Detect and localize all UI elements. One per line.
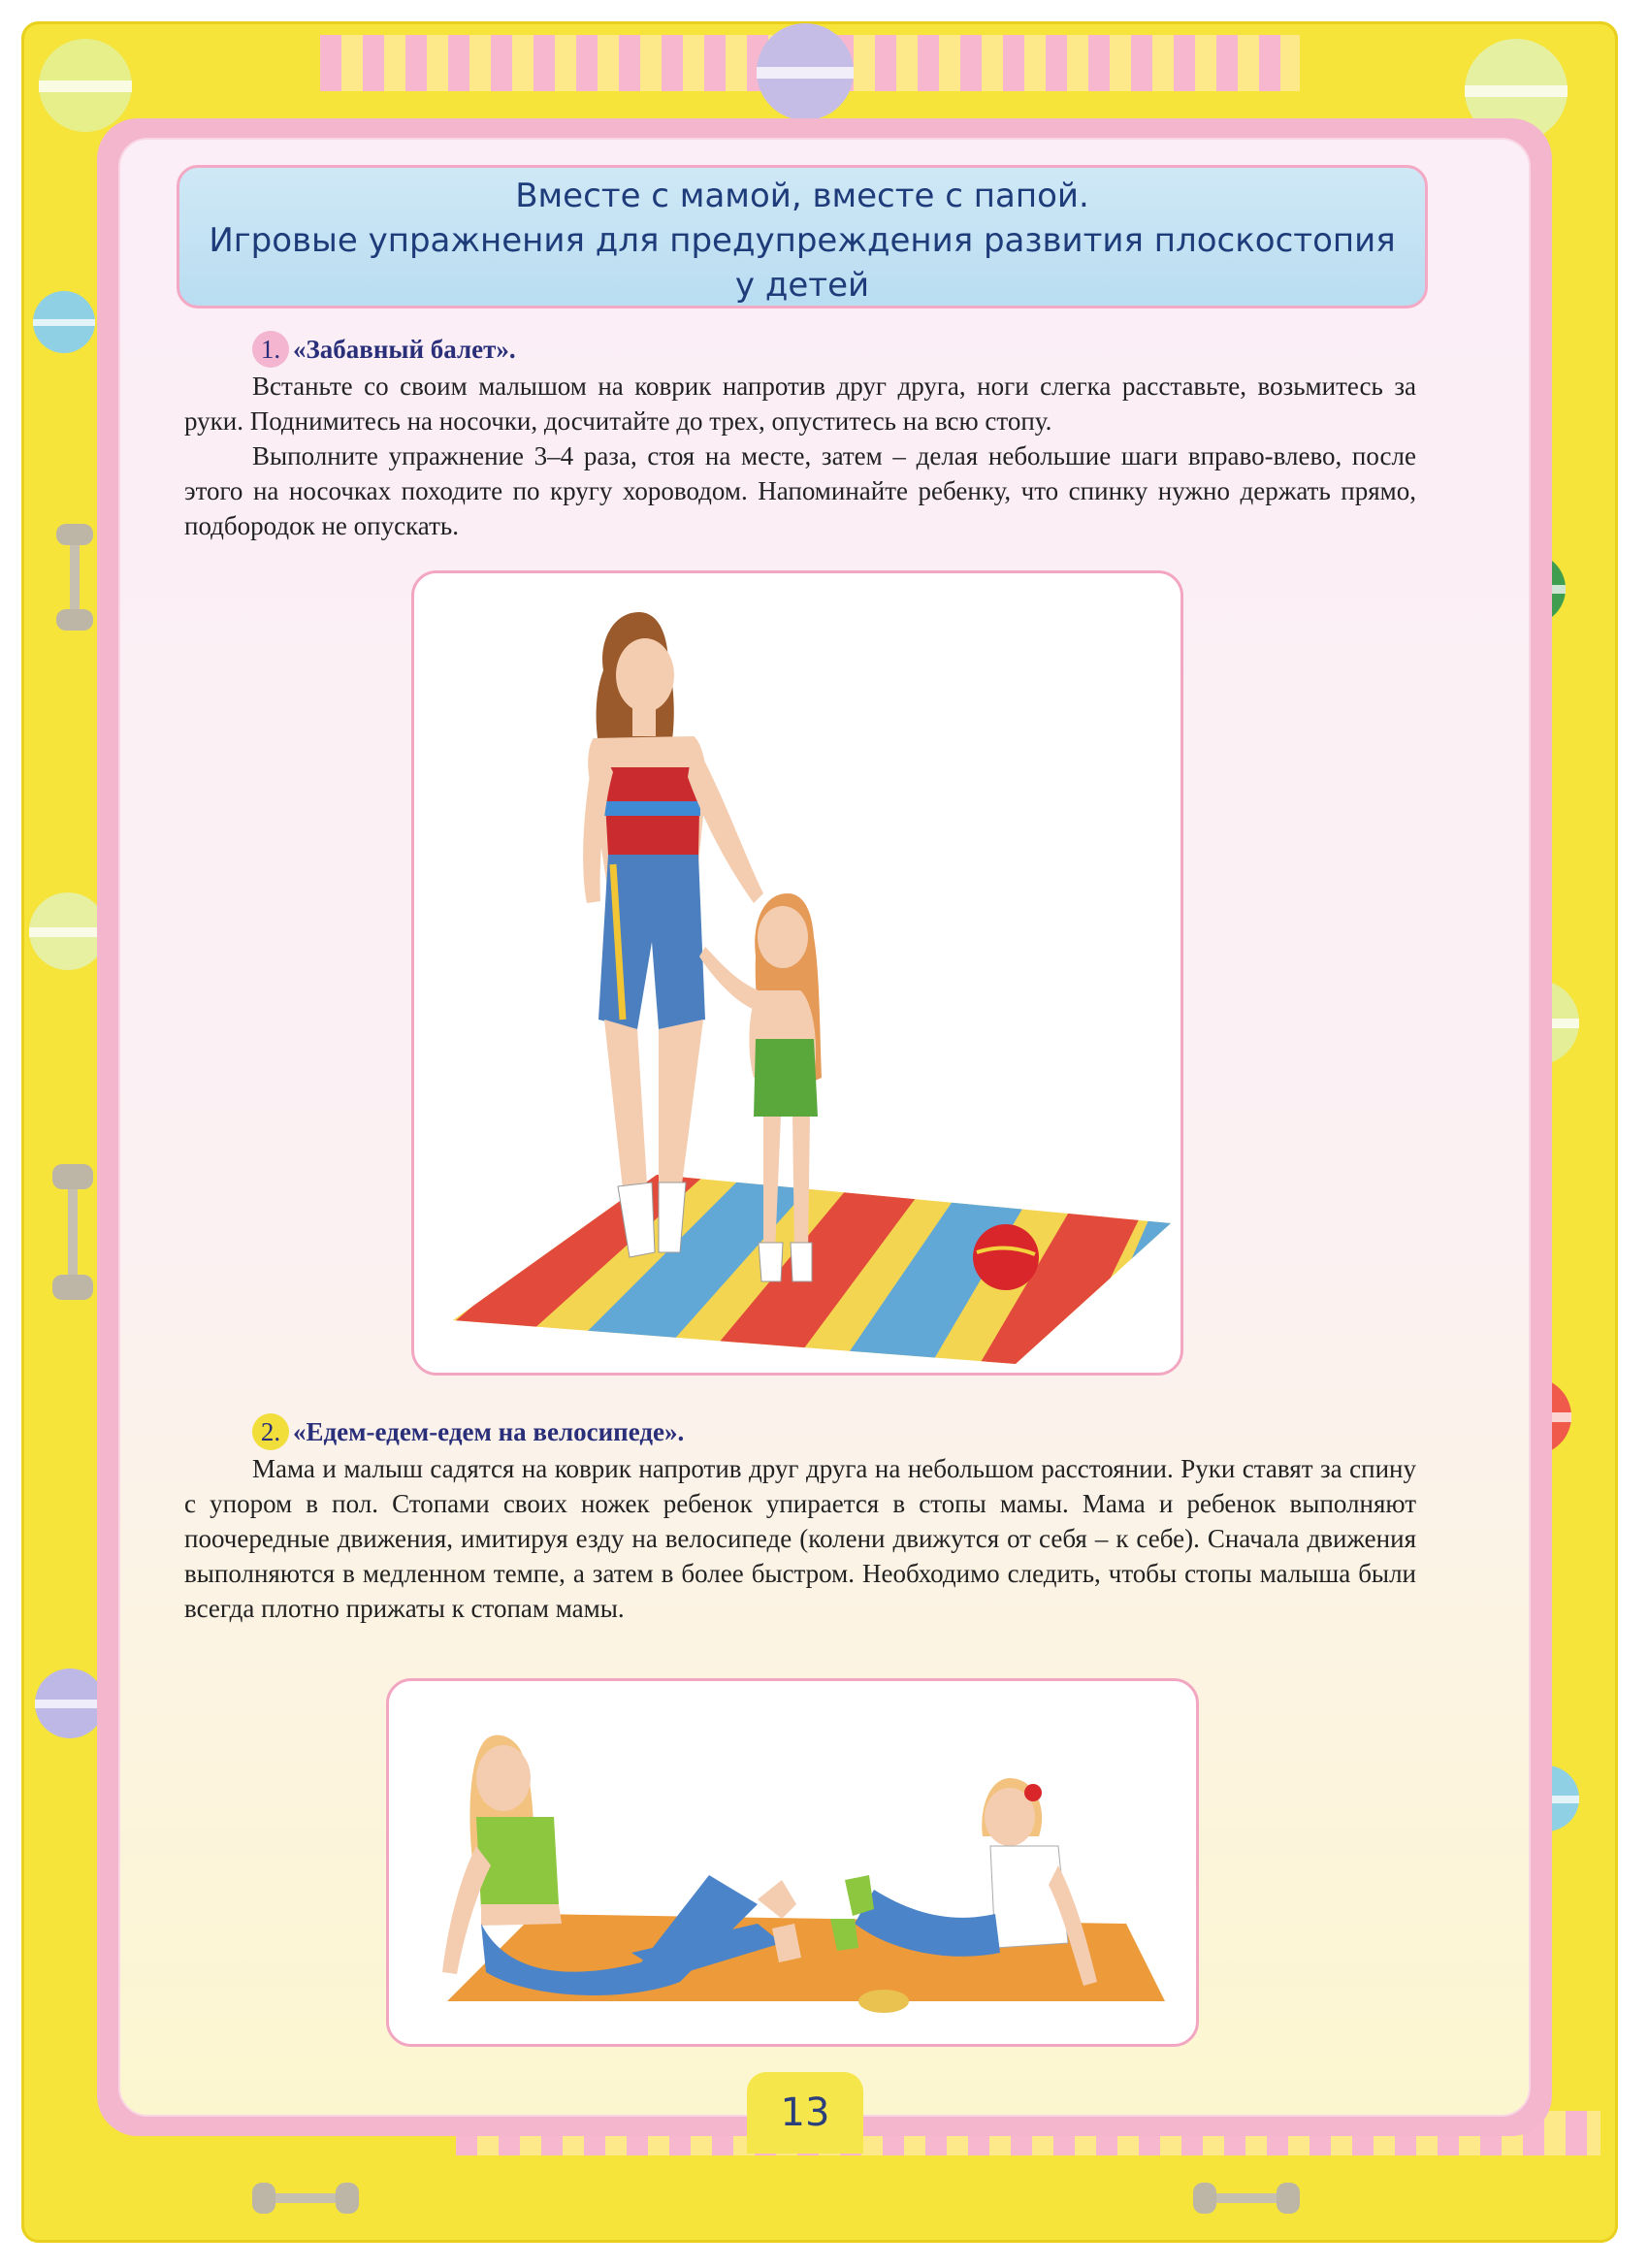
exercise-1 xyxy=(184,330,1416,543)
ball-decoration xyxy=(33,291,95,353)
exercise-number: 2. xyxy=(252,1413,289,1450)
bicycle-drawing xyxy=(389,1681,1196,2044)
exercise-title: «Забавный балет» xyxy=(293,335,509,364)
exercise-title: «Едем-едем-едем на велосипеде» xyxy=(293,1417,678,1446)
illustration-bicycle xyxy=(386,1678,1199,2047)
ball-decoration xyxy=(29,892,107,970)
exercise-paragraph: Мама и малыш садятся на коврик напротив друг друга на небольшом расстоянии. Руки ставят за спину с упором в пол. Стопами своих ножек ребенок упирается в стопы мамы. Мама и ребенок выполняют поочередные движения, имитируя езду на велосипеде (колени движутся от себя – к себе). Сначала движения выполняются в медленном темпе, а затем в более быстром. Необходимо следить, чтобы стопы малыша были всегда плотно прижаты к стопам мамы. xyxy=(184,1454,1416,1623)
red-ball xyxy=(973,1224,1039,1290)
ballet-drawing xyxy=(414,573,1180,1373)
title-line: Вместе с мамой, вместе с папой. xyxy=(515,177,1089,215)
ball-decoration xyxy=(39,39,132,132)
exercise-heading: 2. «Едем-едем-едем на велосипеде». xyxy=(184,1412,1416,1451)
title-box xyxy=(177,165,1428,308)
exercise-number: 1. xyxy=(252,331,289,368)
ball-decoration xyxy=(757,23,854,120)
dumbbell-decoration xyxy=(43,1164,101,1300)
title-line: Игровые упражнения для предупреждения развития плоскостопия xyxy=(209,221,1396,260)
exercise-heading: 1. «Забавный балет». xyxy=(184,330,1416,369)
illustration-ballet xyxy=(411,570,1183,1376)
dumbbell-decoration xyxy=(1193,2179,1300,2218)
exercise-paragraph: Встаньте со своим малышом на коврик напротив друг друга, ноги слегка расставьте, возьмитесь за руки. Поднимитесь на носочки, досчитайте до трех, опуститесь на всю стопу. xyxy=(184,372,1416,436)
toy-bear xyxy=(858,1990,909,2013)
exercise-paragraph: Выполните упражнение 3–4 раза, стоя на месте, затем – делая небольшие шаги вправо-влево, после этого на носочках походите по кругу хороводом. Напоминайте ребенку, что спинку нужно держать прямо, подбородок не опускать. xyxy=(184,441,1416,540)
exercise-2 xyxy=(184,1412,1416,1626)
dumbbell-decoration xyxy=(45,524,103,631)
ball-decoration xyxy=(35,1669,105,1738)
page-number: 13 xyxy=(747,2072,863,2154)
mother-figure xyxy=(583,612,763,1257)
dumbbell-decoration xyxy=(252,2179,359,2218)
title-line: у детей xyxy=(734,266,870,305)
